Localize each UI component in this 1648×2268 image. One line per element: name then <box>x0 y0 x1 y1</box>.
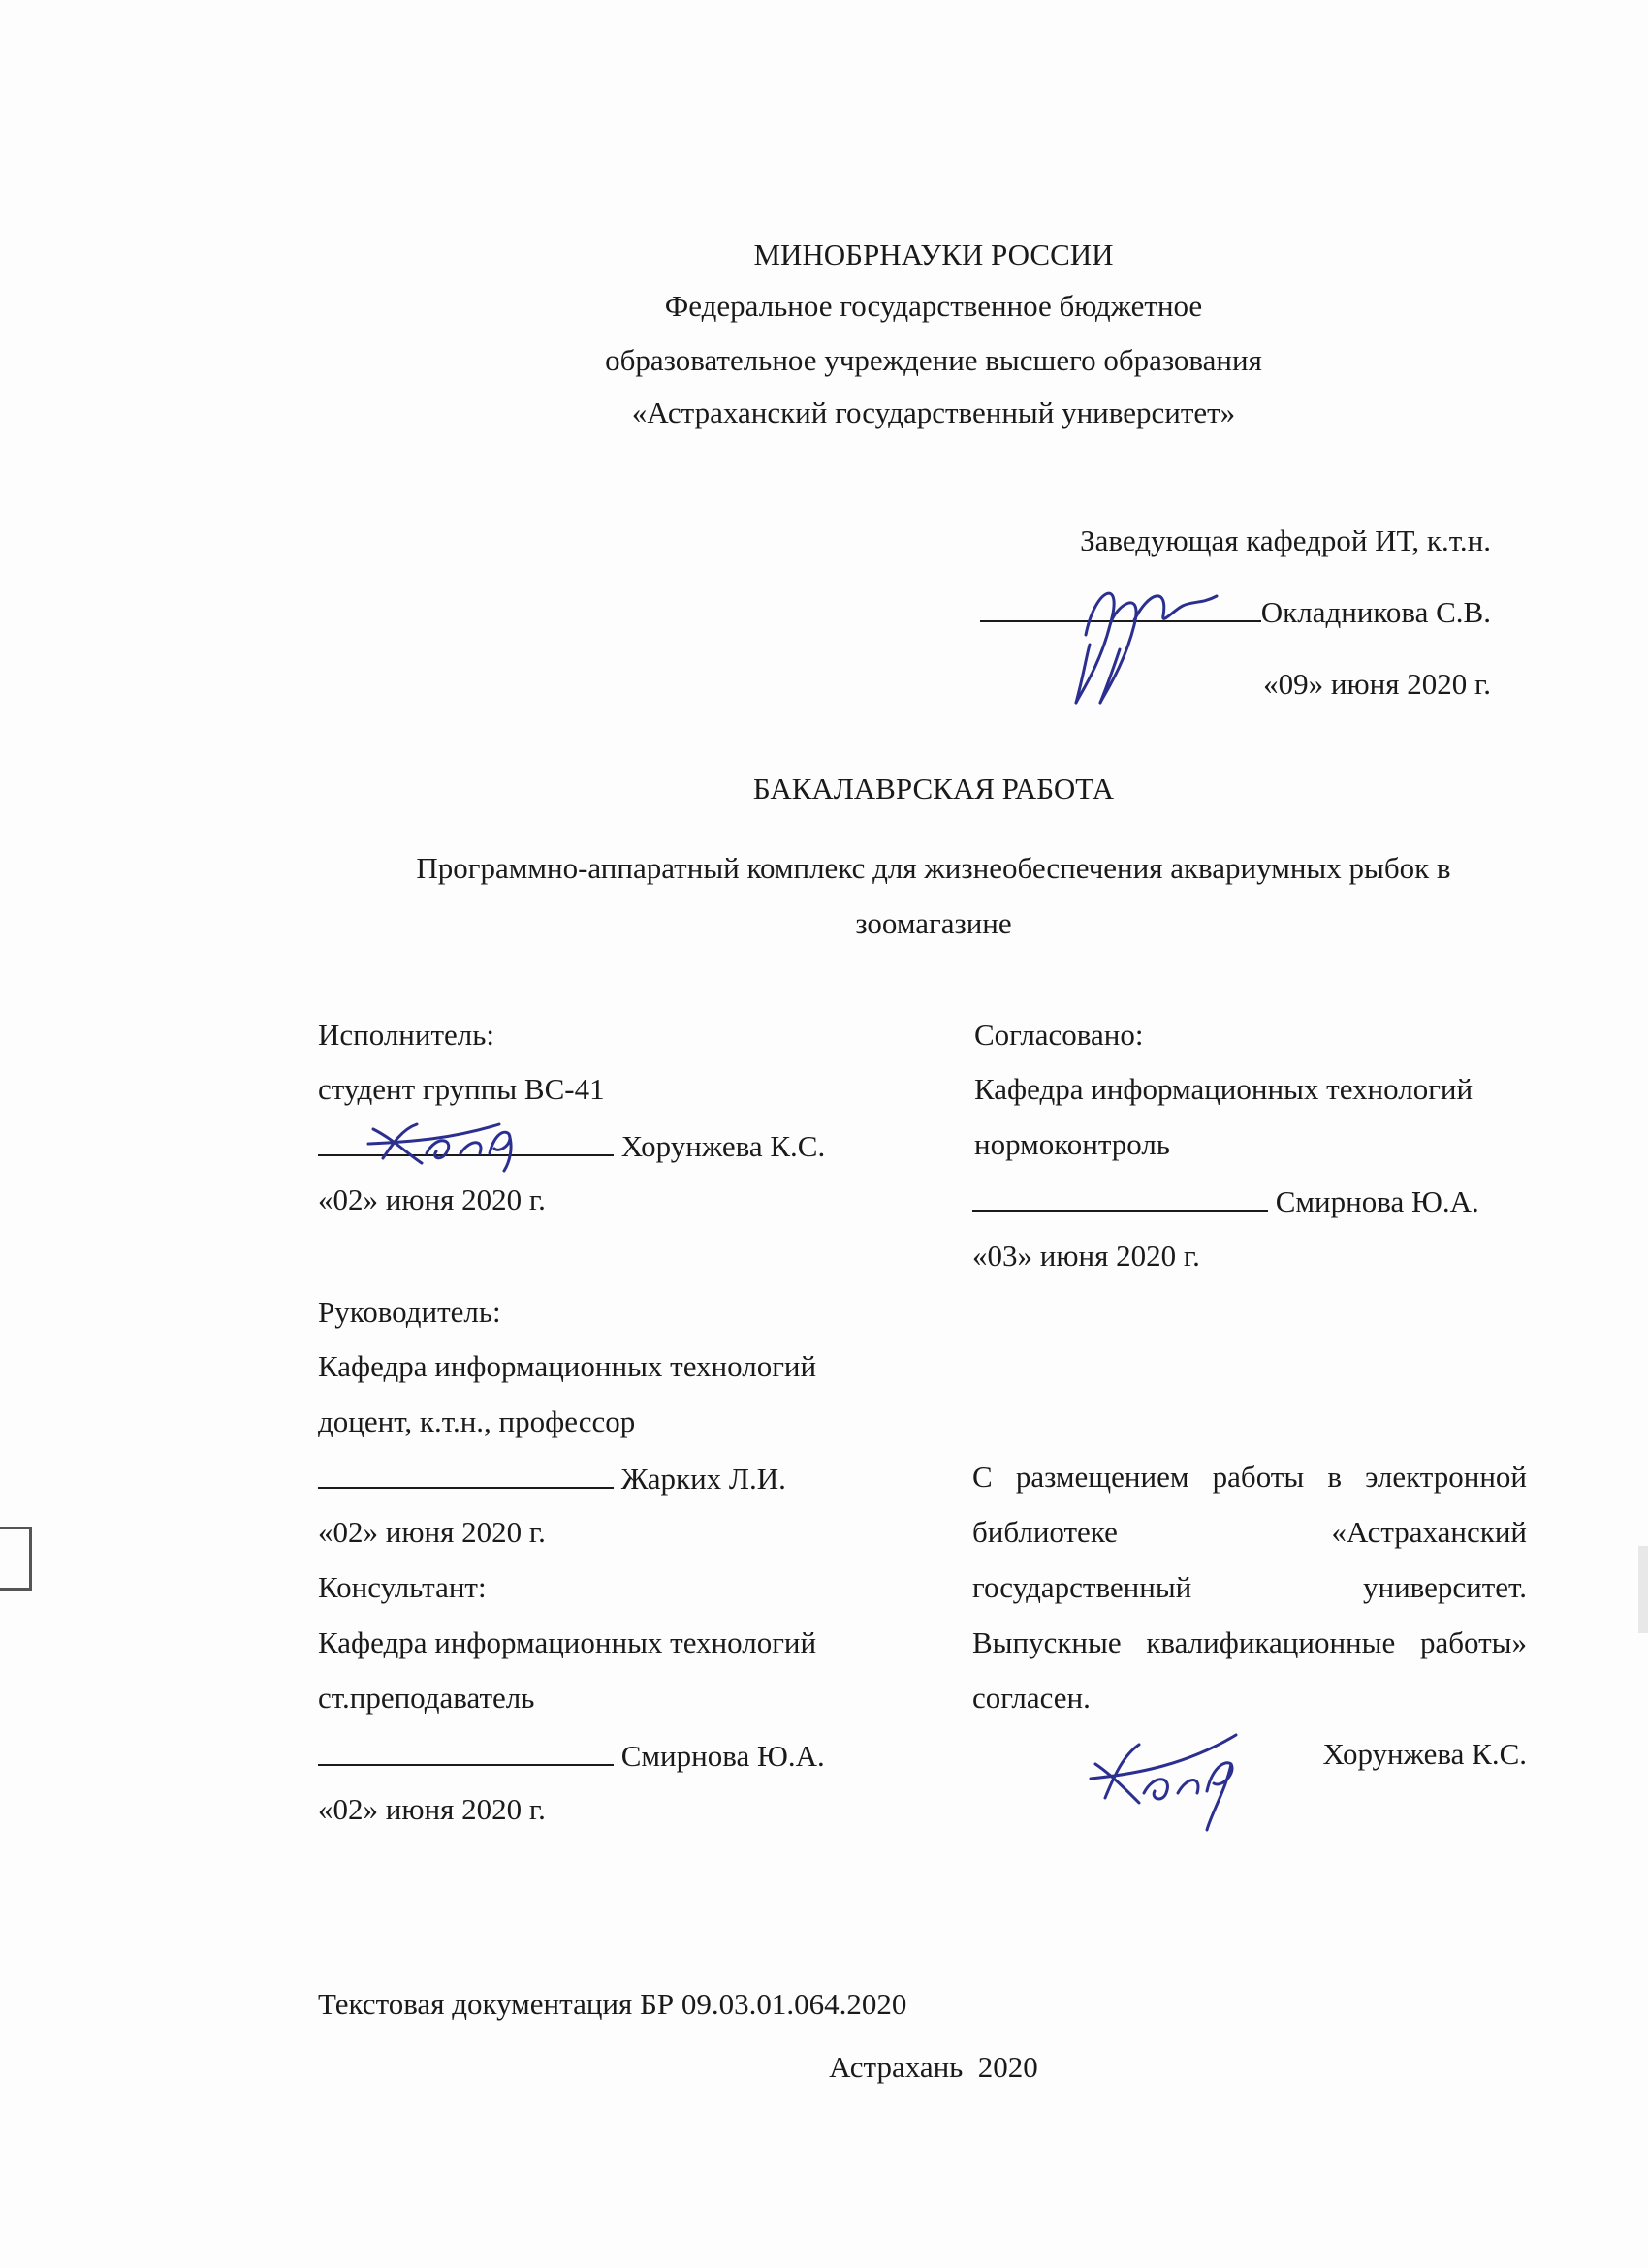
agreed-role: нормоконтроль <box>974 1127 1170 1161</box>
agreed-dept: Кафедра информационных технологий <box>974 1072 1474 1106</box>
consent-line-3: государственный университет. <box>972 1570 1527 1604</box>
supervisor-date: «02» июня 2020 г. <box>318 1515 546 1549</box>
org-line-2: образовательное учреждение высшего образования <box>605 343 1262 377</box>
executor-date: «02» июня 2020 г. <box>318 1182 546 1216</box>
supervisor-heading: Руководитель: <box>318 1295 501 1329</box>
consent-line-1: С размещением работы в электронной <box>972 1460 1527 1494</box>
signature-underline <box>980 595 1261 622</box>
ministry-line: МИНОБРНАУКИ РОССИИ <box>753 237 1114 271</box>
university-name: «Астраханский государственный университет» <box>631 395 1236 429</box>
executor-signature-line <box>318 1129 825 1161</box>
agreed-signature-line <box>972 1184 1479 1216</box>
supervisor-role: доцент, к.т.н., профессор <box>318 1404 636 1438</box>
consent-name: Хорунжева К.С. <box>1322 1737 1527 1771</box>
agreed-heading: Согласовано: <box>974 1018 1144 1052</box>
consent-signature <box>1081 1716 1246 1832</box>
supervisor-name: Жарких Л.И. <box>620 1462 786 1496</box>
consent-line-5: согласен. <box>972 1681 1091 1715</box>
signature-underline <box>318 1739 614 1766</box>
consultant-heading: Консультант: <box>318 1570 487 1604</box>
consultant-date: «02» июня 2020 г. <box>318 1792 546 1826</box>
scan-edge-mark-left <box>0 1527 32 1591</box>
approval-date: «09» июня 2020 г. <box>1263 667 1491 701</box>
consultant-dept: Кафедра информационных технологий <box>318 1625 817 1659</box>
executor-name: Хорунжева К.С. <box>620 1129 826 1163</box>
consent-line-2: библиотеке «Астраханский <box>972 1515 1527 1549</box>
approval-position: Заведующая кафедрой ИТ, к.т.н. <box>1080 523 1491 557</box>
consultant-role: ст.преподаватель <box>318 1681 535 1715</box>
approval-signature <box>1057 567 1221 712</box>
approval-name: Окладникова С.В. <box>1260 595 1491 629</box>
consent-line-4: Выпускные квалификационные работы» <box>972 1625 1527 1659</box>
agreed-date: «03» июня 2020 г. <box>972 1239 1200 1273</box>
signature-underline <box>972 1184 1268 1212</box>
signature-underline <box>318 1462 614 1489</box>
document-code: Текстовая документация БР 09.03.01.064.2020 <box>318 1987 907 2021</box>
executor-heading: Исполнитель: <box>318 1018 495 1052</box>
supervisor-signature-line <box>318 1462 786 1494</box>
org-line-1: Федеральное государственное бюджетное <box>664 289 1203 323</box>
work-type-title: БАКАЛАВРСКАЯ РАБОТА <box>752 772 1115 805</box>
approval-signature-line <box>980 595 1491 627</box>
supervisor-dept: Кафедра информационных технологий <box>318 1349 817 1383</box>
scan-edge-mark-right <box>1638 1546 1648 1633</box>
agreed-name: Смирнова Ю.А. <box>1275 1184 1479 1218</box>
city-year: Астрахань 2020 <box>829 2050 1038 2084</box>
topic-line-2: зоомагазине <box>855 906 1012 940</box>
signature-underline <box>318 1129 614 1156</box>
executor-role: студент группы ВС-41 <box>318 1072 605 1106</box>
topic-line-1: Программно-аппаратный комплекс для жизнеобеспечения аквариумных рыбок в <box>416 851 1451 885</box>
consultant-signature-line <box>318 1739 825 1771</box>
consultant-name: Смирнова Ю.А. <box>620 1739 825 1773</box>
